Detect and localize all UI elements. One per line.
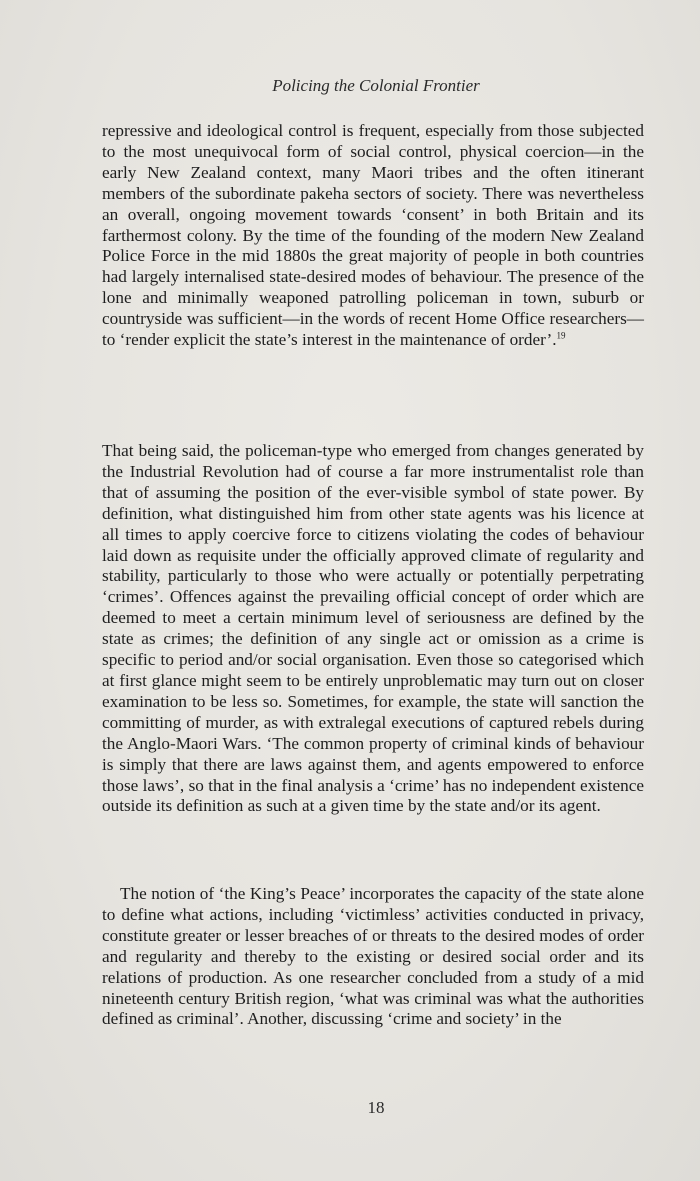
running-head: Policing the Colonial Frontier [272, 76, 480, 95]
paragraph-1 [102, 121, 644, 351]
paragraph-2-text: That being said, the policeman-type who emerged from changes generated by the Industrial Revolution had of course a far more instrumentalist role than that of assuming the position of the ever-visible symbol of state power. By definition, what distinguished him from other state agents was his licence at all times to apply coercive force to citizens violating the codes of behaviour laid down as requisite under the officially approved climate of regularity and stability, particularly to those who were actually or potentially perpetrating ‘crimes’. Offences against the prevailing official concept of order which are deemed to meet a certain minimum level of seriousness are defined by the state as crimes; the definition of any single act or omission as a crime is specific to period and/or social organisation. Even those so categorised which at first glance might seem to be entirely unproblematic may turn out on closer examination to be less so. Sometimes, for example, the state will sanction the committing of murder, as with extralegal executions of captured rebels during the Anglo-Maori Wars. ‘The common property of criminal kinds of behaviour is simply that there are laws against them, and agents empowered to enforce those laws’, so that in the final analysis a ‘crime’ has no independent existence outside its definition as such at a given time by the state and/or its agent. [102, 441, 644, 816]
footnote-marker-19: 19 [556, 330, 566, 341]
paragraph-3 [102, 884, 644, 1030]
page-number: 18 [367, 1098, 385, 1117]
paragraph-1-text: repressive and ideological control is frequent, especially from those subjected to the most unequivocal form of social control, physical coercion—in the early New Zealand context, many Maori tribes and the often itinerant members of the subordinate pakeha sectors of society. There was nevertheless an overall, ongoing movement towards ‘consent’ in both Britain and its farthermost colony. By the time of the founding of the modern New Zealand Police Force in the mid 1880s the great majority of people in both countries had largely internalised state-desired modes of behaviour. The presence of the lone and minimally weaponed patrolling policeman in town, suburb or countryside was sufficient—in the words of recent Home Office researchers—to ‘render explicit the state’s interest in the maintenance of order’. [102, 121, 644, 350]
paragraph-3-text: The notion of ‘the King’s Peace’ incorporates the capacity of the state alone to define what actions, including ‘victimless’ activities conducted in privacy, constitute greater or lesser breaches of or threats to the desired modes of order and regularity and thereby to the existing or desired social order and its relations of production. As one researcher concluded from a study of a mid nineteenth century British region, ‘what was criminal was what the authorities defined as criminal’. Another, discussing ‘crime and society’ in the [102, 884, 644, 1029]
paragraph-2 [102, 441, 644, 817]
